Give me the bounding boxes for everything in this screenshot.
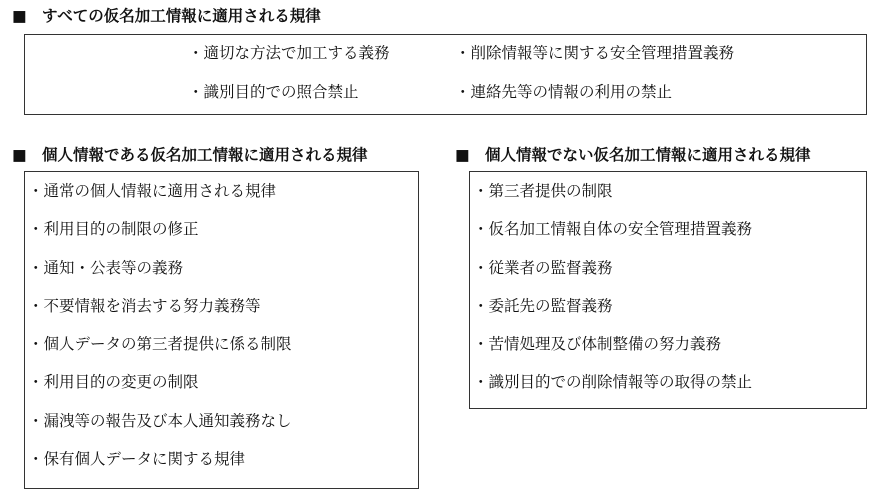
list-item: ・漏洩等の報告及び本人通知義務なし [28, 412, 292, 430]
list-item: ・保有個人データに関する規律 [28, 450, 246, 468]
list-item: ・第三者提供の制限 [473, 182, 613, 200]
non-personal-rules-heading [455, 145, 811, 165]
list-item: ・識別目的での削除情報等の取得の禁止 [473, 373, 753, 391]
list-item: ・識別目的での照合禁止 [188, 83, 359, 101]
list-item: ・利用目的の制限の修正 [28, 220, 199, 238]
list-item: ・通常の個人情報に適用される規律 [28, 182, 277, 200]
list-item: ・従業者の監督義務 [473, 259, 613, 277]
list-item: ・連絡先等の情報の利用の禁止 [455, 83, 673, 101]
personal-rules-heading [12, 145, 368, 165]
all-rules-box [24, 34, 867, 115]
square-bullet-icon: ■ [12, 7, 27, 25]
list-item: ・通知・公表等の義務 [28, 259, 184, 277]
non-personal-rules-title: 個人情報でない仮名加工情報に適用される規律 [485, 146, 811, 164]
list-item: ・仮名加工情報自体の安全管理措置義務 [473, 220, 753, 238]
list-item: ・適切な方法で加工する義務 [188, 44, 390, 62]
all-rules-title: すべての仮名加工情報に適用される規律 [42, 7, 321, 25]
list-item: ・不要情報を消去する努力義務等 [28, 297, 261, 315]
list-item: ・苦情処理及び体制整備の努力義務 [473, 335, 722, 353]
all-rules-heading [12, 6, 321, 26]
personal-rules-title: 個人情報である仮名加工情報に適用される規律 [42, 146, 368, 164]
square-bullet-icon: ■ [455, 146, 470, 164]
square-bullet-icon: ■ [12, 146, 27, 164]
list-item: ・削除情報等に関する安全管理措置義務 [455, 44, 735, 62]
list-item: ・委託先の監督義務 [473, 297, 613, 315]
list-item: ・個人データの第三者提供に係る制限 [28, 335, 292, 353]
list-item: ・利用目的の変更の制限 [28, 373, 199, 391]
